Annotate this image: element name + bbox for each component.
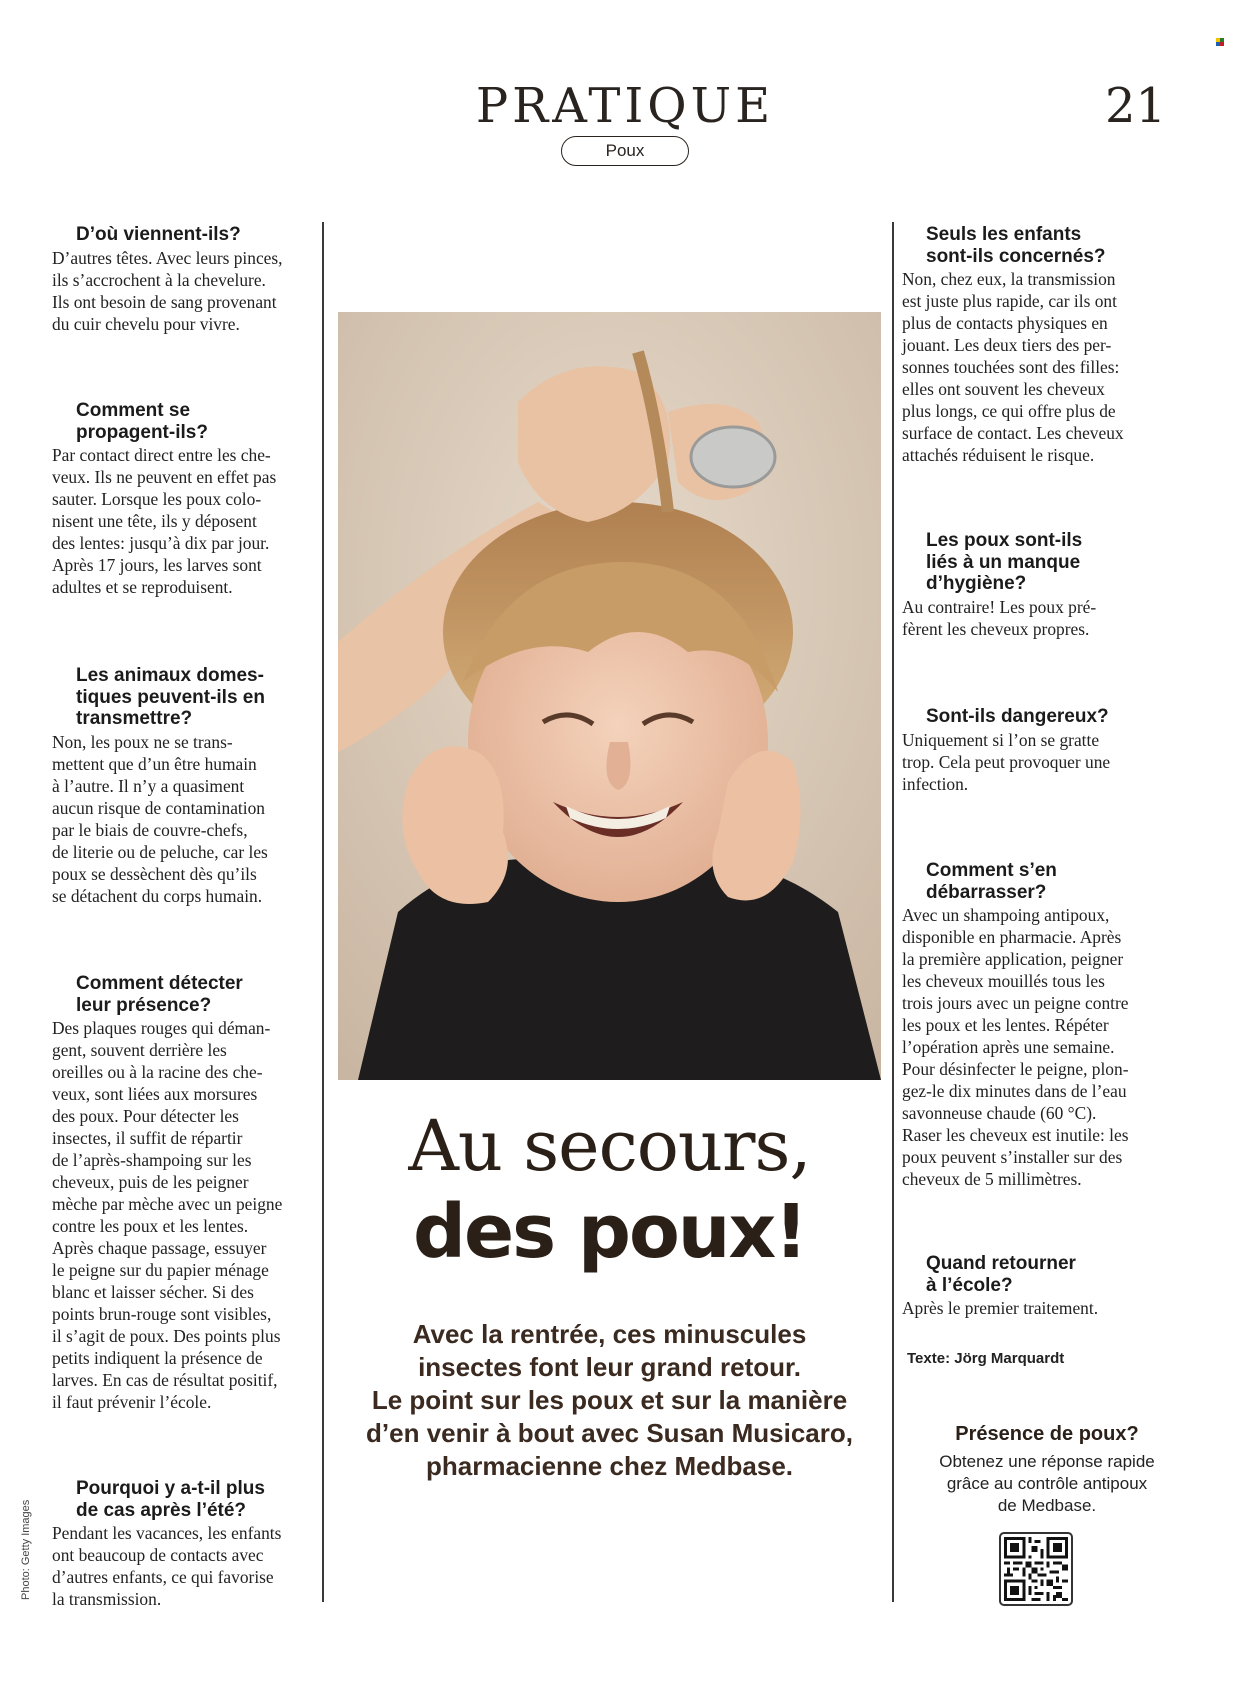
question: Comment se propagent-ils? xyxy=(76,400,208,443)
column-rule-right xyxy=(892,222,894,1602)
qa-block xyxy=(902,224,1202,466)
qa-block xyxy=(52,973,314,1413)
answer: Pendant les vacances, les enfants ont beaucoup de contacts avec d’autres enfants, ce qui favorise la transmission. xyxy=(52,1523,282,1609)
qa-block xyxy=(52,224,314,335)
answer: Au contraire! Les poux pré- fèrent les cheveux propres. xyxy=(902,596,1097,639)
answer: Avec un shampoing antipoux, disponible en pharmacie. Après la première application, peigner les cheveux mouillés tous les trois jours avec un peigne contre les poux et les lentes. Répéter l’opération après une semaine. Pour désinfecter le peigne, plon- gez-le dix minutes dans de l’eau savonneuse chaude (60 °C). Raser les cheveux est inutile: les poux peuvent s’installer sur des cheveux de 5 millimètres. xyxy=(902,905,1129,1189)
photo-credit: Photo: Getty Images xyxy=(20,1499,32,1600)
page-number: 21 xyxy=(1105,78,1167,134)
author-credit: Texte: Jörg Marquardt xyxy=(907,1350,1065,1367)
question: Comment détecter leur présence? xyxy=(76,973,243,1016)
question: D’où viennent-ils? xyxy=(76,224,241,245)
headline-line-2: des poux! xyxy=(413,1189,806,1275)
promo-title: Présence de poux? xyxy=(955,1423,1139,1445)
qa-block xyxy=(902,530,1202,640)
qa-block xyxy=(902,706,1202,795)
answer: Après le premier traitement. xyxy=(902,1298,1099,1318)
qa-block xyxy=(52,400,314,598)
question: Comment s’en débarrasser? xyxy=(926,860,1057,903)
qr-code-icon[interactable] xyxy=(999,1532,1073,1606)
section-title: PRATIQUE xyxy=(475,78,775,134)
headline-line-1: Au secours, xyxy=(408,1105,811,1187)
qa-block xyxy=(902,1253,1202,1319)
answer: D’autres têtes. Avec leurs pinces, ils s’accrochent à la chevelure. Ils ont besoin de sang provenant du cuir chevelu pour vivre. xyxy=(52,247,283,334)
question: Seuls les enfants sont-ils concernés? xyxy=(926,224,1106,267)
question: Sont-ils dangereux? xyxy=(926,706,1109,727)
answer: Par contact direct entre les che- veux. Ils ne peuvent en effet pas sauter. Lorsque les poux colo- nisent une tête, ils y déposent des lentes: jusqu’à dix par jour. Après 17 jours, les larves sont adultes et se reproduisent. xyxy=(52,445,277,597)
question: Les animaux domes- tiques peuvent-ils en transmettre? xyxy=(76,665,265,729)
question: Quand retourner à l’école? xyxy=(926,1253,1076,1296)
answer: Des plaques rouges qui déman- gent, souvent derrière les oreilles ou à la racine des che- veux, sont liées aux morsures des poux. Pour détecter les insectes, il suffit de répartir de l’après-shampoing sur les cheveux, puis de les peigner mèche par mèche avec un peigne contre les poux et les lentes. Après chaque passage, essuyer le peigne sur du papier ménage blanc et laisser sécher. Si des points brun-rouge sont visibles, il s’agit de poux. Des points plus petits indiquent la présence de larves. En cas de résultat positif, il faut prévenir l’école. xyxy=(52,1018,283,1412)
rubric-badge: Poux xyxy=(561,136,689,166)
qa-block xyxy=(52,1478,314,1610)
lead-paragraph: Avec la rentrée, ces minuscules insectes font leur grand retour. Le point sur les poux et sur la manière d’en venir à bout avec Susan Musicaro, pharmacienne chez Medbase. xyxy=(366,1319,853,1481)
print-color-mark-icon xyxy=(1216,33,1225,41)
question: Les poux sont-ils liés à un manque d’hygiène? xyxy=(926,530,1083,594)
answer: Non, les poux ne se trans- mettent que d’un être humain à l’autre. Il n’y a quasiment aucun risque de contamination par le biais de couvre-chefs, de literie ou de peluche, car les poux se dessèchent dès qu’ils se détachent du corps humain. xyxy=(52,731,268,906)
child-with-lice-comb-photo xyxy=(338,312,881,1080)
qa-block xyxy=(52,665,314,907)
column-rule-left xyxy=(322,222,324,1602)
promo-text: Obtenez une réponse rapide grâce au contrôle antipoux de Medbase. xyxy=(939,1452,1155,1515)
qa-block xyxy=(902,860,1202,1190)
answer: Uniquement si l’on se gratte trop. Cela peut provoquer une infection. xyxy=(902,729,1111,794)
question: Pourquoi y a-t-il plus de cas après l’été? xyxy=(76,1478,265,1521)
answer: Non, chez eux, la transmission est juste plus rapide, car ils ont plus de contacts physiques en jouant. Les deux tiers des per- sonnes touchées sont des filles: elles ont souvent les cheveux plus longs, ce qui offre plus de surface de contact. Les cheveux attachés réduisent le risque. xyxy=(902,269,1124,465)
